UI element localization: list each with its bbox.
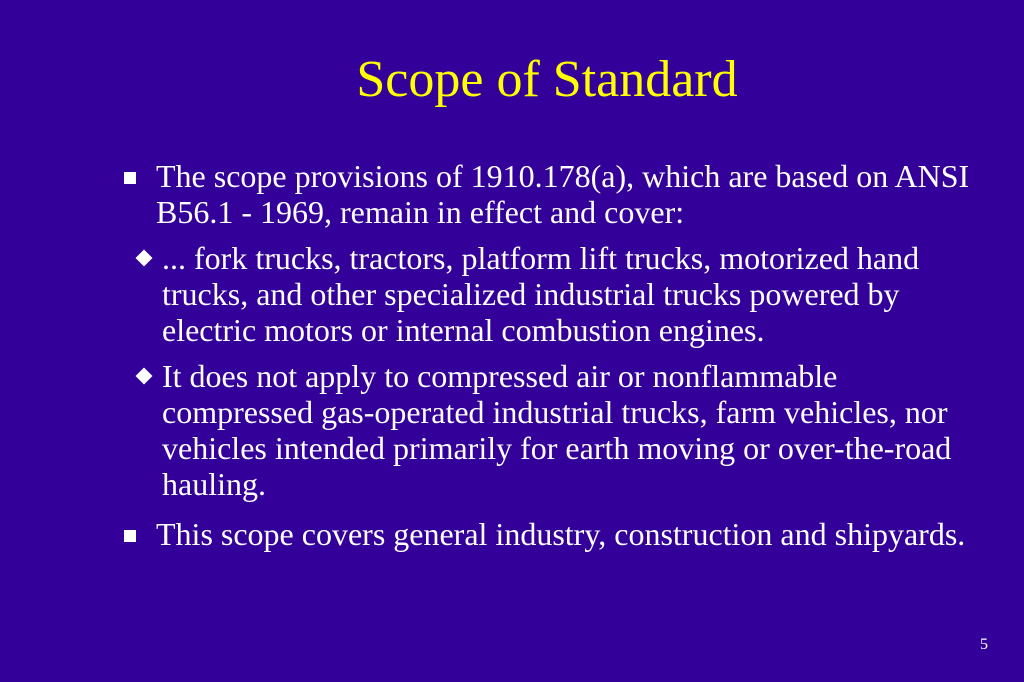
diamond-bullet-icon: [136, 250, 153, 267]
sub-bullet-text: ... fork trucks, tractors, platform lift trucks, motorized hand trucks, and other specialized industrial trucks powered by electric motors or internal combustion engines.: [162, 240, 920, 348]
bullet-text: This scope covers general industry, construction and shipyards.: [156, 516, 966, 552]
bullet-item-scope-coverage: [118, 512, 978, 556]
bullet-item-scope-provisions: [118, 158, 978, 230]
sub-bullet-item-covered-trucks: [124, 240, 978, 348]
sub-bullet-item-exclusions: [124, 358, 978, 502]
square-bullet-icon: [124, 530, 136, 542]
sub-bullet-text: It does not apply to compressed air or nonflammable compressed gas-operated industrial trucks, farm vehicles, nor vehicles intended primarily for earth moving or over-the-road hauling.: [162, 358, 952, 502]
square-bullet-icon: [124, 172, 136, 184]
sub-bullet-list: [124, 240, 978, 502]
diamond-bullet-icon: [136, 368, 153, 385]
slide-content: [118, 158, 978, 556]
bullet-text: The scope provisions of 1910.178(a), which are based on ANSI B56.1 - 1969, remain in effect and cover:: [156, 158, 970, 230]
page-number: 5: [980, 636, 988, 653]
slide-title: Scope of Standard: [356, 51, 738, 108]
